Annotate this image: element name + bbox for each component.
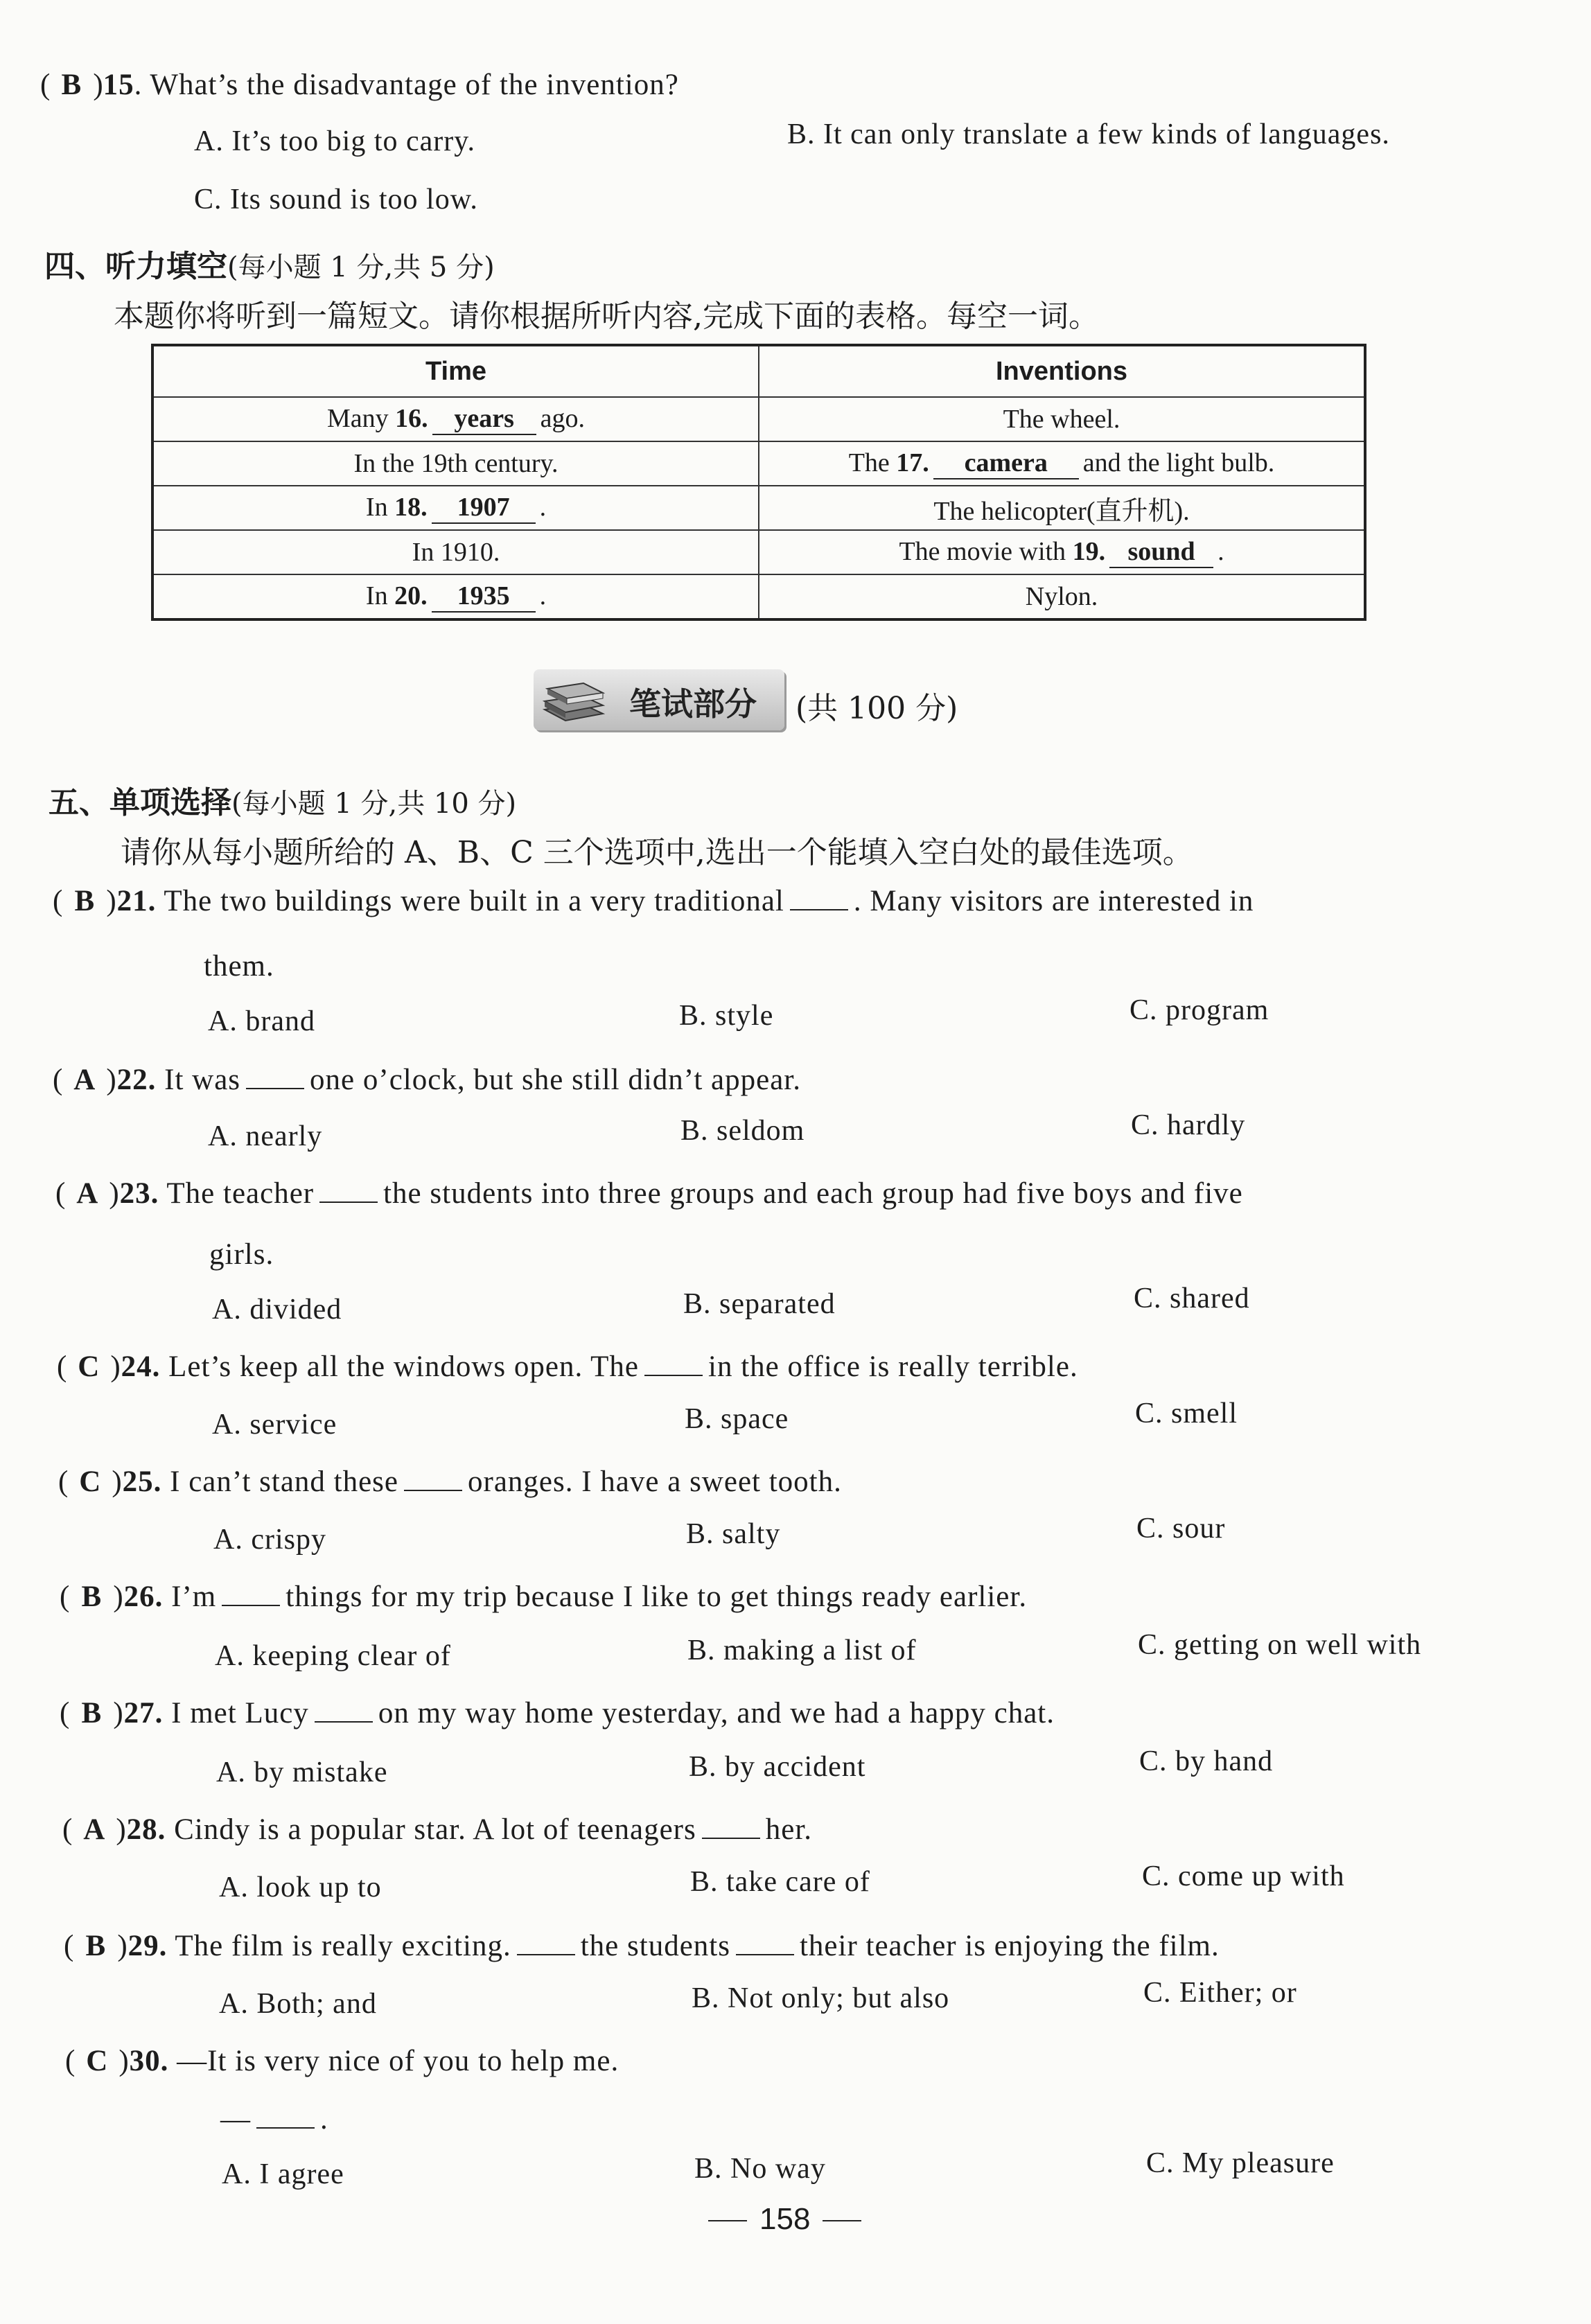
option-b: B. space [685,1403,789,1435]
option-c: C. Its sound is too low. [194,184,478,215]
time-cell: In the 19th century. [152,441,759,486]
invention-cell: The helicopter(直升机). [759,486,1365,530]
option-a: A. divided [212,1294,342,1326]
answer-30: C [86,2045,109,2077]
option-a: A. It’s too big to carry. [194,125,476,157]
question-23-continued: girls. [209,1238,274,1271]
option-b: B. style [679,1000,774,1032]
invention-cell: Nylon. [759,574,1365,619]
answer-blank [404,1484,462,1491]
question-22: ( A )22. It was one o’clock, but she still didn’t appear. [53,1064,801,1096]
section-4-score: (每小题 1 分,共 5 分) [227,252,495,283]
time-cell: Many 16. years ago. [152,397,759,441]
question-26: ( B )26. I’m things for my trip because I like to get things ready earlier. [60,1581,1028,1613]
table-row [152,441,1365,486]
table-row [152,574,1365,619]
question-30: ( C )30. —It is very nice of you to help me. [65,2045,619,2077]
option-b: B. by accident [689,1751,866,1783]
section-5-score: (每小题 1 分,共 10 分) [231,788,517,820]
question-stem: What’s the disadvantage of the invention? [150,69,679,101]
option-c: C. getting on well with [1138,1629,1422,1661]
table-row [152,530,1365,574]
answer-26: B [81,1581,103,1613]
option-c: C. My pleasure [1146,2147,1335,2179]
header-inventions: Inventions [759,345,1365,397]
invention-cell: The wheel. [759,397,1365,441]
books-icon [540,674,607,728]
option-b: B. It can only translate a few kinds of languages. [787,118,1390,150]
option-a: A. by mistake [216,1757,388,1788]
section-5-title: 五、单项选择(每小题 1 分,共 10 分) [49,785,517,820]
option-a: A. nearly [208,1120,323,1152]
table-header-row [152,345,1365,397]
answer-blank [736,1948,794,1955]
header-time: Time [152,345,759,397]
written-section-badge [534,669,784,730]
time-cell: In 18. 1907 . [152,486,759,530]
option-c: C. hardly [1131,1109,1246,1141]
option-a: A. keeping clear of [215,1640,451,1672]
answer-blank [790,904,848,910]
answer-27: B [81,1697,103,1729]
option-a: A. crispy [213,1524,326,1556]
answer-25: C [79,1465,102,1498]
answer-blank [315,1716,373,1723]
option-b: B. salty [686,1518,781,1550]
answer-blank [644,1369,703,1376]
answer-blank [246,1082,304,1089]
time-cell: In 1910. [152,530,759,574]
option-c: C. shared [1134,1283,1250,1314]
section-4-instruction: 本题你将听到一篇短文。请你根据所听内容,完成下面的表格。每空一词。 [114,299,1099,334]
table-row [152,397,1365,441]
option-b: B. take care of [690,1866,870,1898]
answer-blank [222,1599,280,1606]
option-a: A. Both; and [219,1988,377,2020]
written-section-score: (共 100 分) [796,691,958,726]
option-c: C. by hand [1139,1745,1274,1777]
option-b: B. No way [694,2153,826,2185]
answer-15: B [61,69,82,101]
question-27: ( B )27. I met Lucy on my way home yesterday, and we had a happy chat. [60,1697,1055,1729]
answer-22: A [73,1064,96,1096]
answer-28: A [83,1813,106,1846]
section-5-instruction: 请你从每小题所给的 A、B、C 三个选项中,选出一个能填入空白处的最佳选项。 [121,835,1193,870]
invention-cell: The 17. camera and the light bulb. [759,441,1365,486]
option-a: A. service [212,1409,337,1441]
question-15: ( B )15. What’s the disadvantage of the invention? [40,69,679,101]
question-29: ( B )29. The film is really exciting. the students their teacher is enjoying the film. [64,1930,1220,1962]
answer-20: 1935 [432,582,536,613]
answer-blank [256,2122,315,2129]
question-21-continued: them. [204,950,274,983]
question-25: ( C )25. I can’t stand these oranges. I have a sweet tooth. [58,1465,842,1498]
option-c: C. program [1129,994,1269,1026]
option-c: C. sour [1136,1513,1226,1544]
answer-23: A [76,1177,99,1210]
option-b: B. separated [683,1288,836,1320]
answer-19: sound [1109,538,1213,568]
answer-blank [517,1948,575,1955]
option-c: C. Either; or [1143,1977,1297,2009]
question-23: ( A )23. The teacher the students into three groups and each group had five boys and five [55,1177,1243,1210]
time-cell: In 20. 1935 . [152,574,759,619]
question-21: ( B )21. The two buildings were built in a very traditional . Many visitors are interested in [53,885,1254,917]
written-section-label: 笔试部分 [629,685,757,723]
answer-blank [319,1196,378,1203]
table-row [152,486,1365,530]
section-4-title: 四、听力填空(每小题 1 分,共 5 分) [44,249,495,284]
answer-blank [702,1832,760,1839]
option-c: C. smell [1135,1398,1238,1429]
answer-17: camera [933,449,1079,479]
answer-18: 1907 [432,493,536,524]
question-24: ( C )24. Let’s keep all the windows open. The in the office is really terrible. [57,1350,1078,1383]
question-number: 15 [103,69,134,101]
option-b: B. seldom [680,1115,805,1147]
listening-table [151,344,1366,621]
answer-21: B [74,885,96,917]
option-a: A. brand [208,1005,315,1037]
option-a: A. I agree [222,2158,344,2190]
page-number: 158 [696,2202,874,2237]
invention-cell: The movie with 19. sound . [759,530,1365,574]
answer-24: C [78,1350,100,1383]
option-a: A. look up to [219,1872,382,1903]
option-b: B. Not only; but also [692,1982,950,2014]
answer-29: B [85,1930,107,1962]
option-b: B. making a list of [687,1635,917,1666]
answer-16: years [432,405,536,435]
question-28: ( A )28. Cindy is a popular star. A lot of teenagers her. [62,1813,813,1846]
question-30-response: — . [220,2103,328,2136]
option-c: C. come up with [1142,1860,1345,1892]
